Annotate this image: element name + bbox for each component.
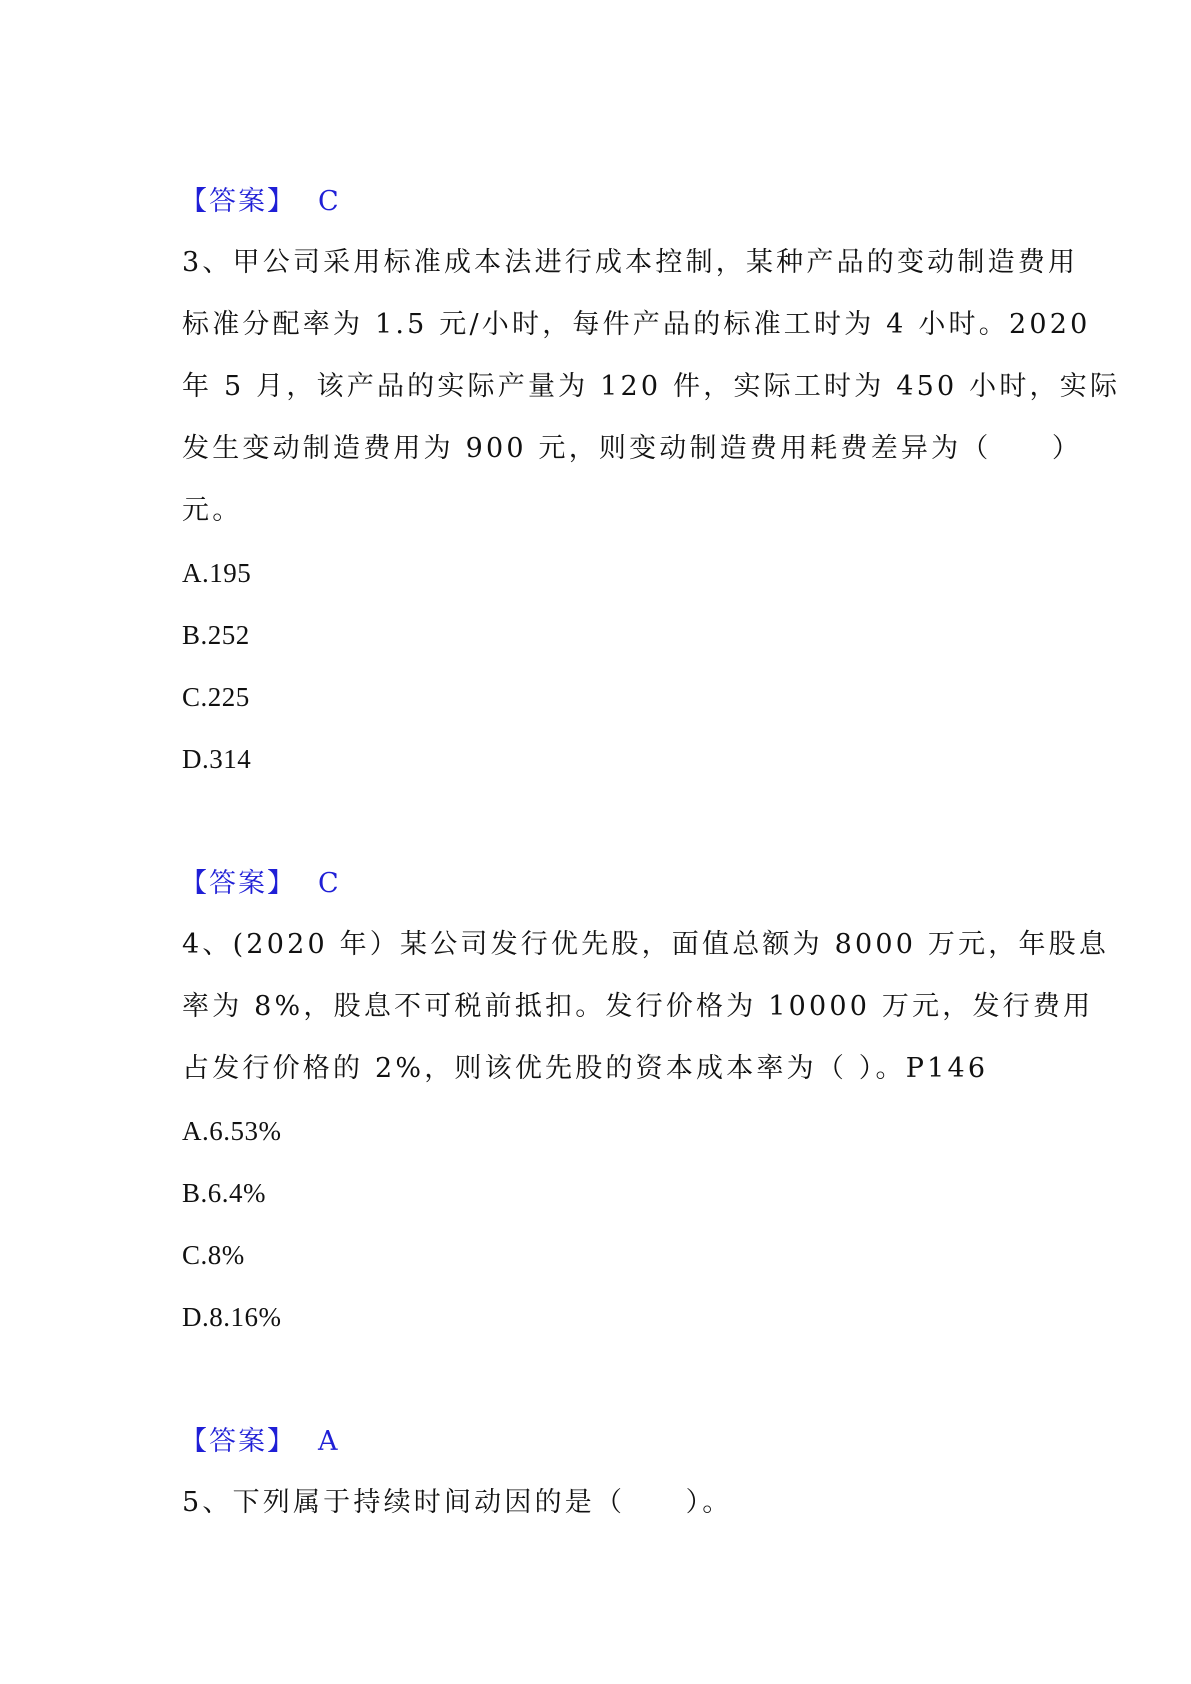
answer-label: 【答案】 (180, 868, 296, 899)
answer-value: C (318, 186, 341, 217)
answer-label: 【答案】 (180, 1426, 296, 1457)
question-3-line-3: 年 5 月，该产品的实际产量为 120 件，实际工时为 450 小时，实际 (182, 371, 1121, 402)
question-4-option-c: C.8% (182, 1240, 245, 1270)
question-3-option-d: D.314 (182, 744, 252, 774)
question-3-option-a: A.195 (182, 558, 252, 588)
question-3-line-4: 发生变动制造费用为 900 元，则变动制造费用耗费差异为（ ） (182, 433, 1083, 464)
answer-block (180, 184, 341, 220)
answer-value: C (318, 868, 341, 899)
question-4-line-2: 率为 8%，股息不可税前抵扣。发行价格为 10000 万元，发行费用 (182, 991, 1094, 1022)
answer-value: A (318, 1426, 340, 1457)
question-3-option-c: C.225 (182, 682, 250, 712)
question-4-option-a: A.6.53% (182, 1116, 282, 1146)
question-4-line-1: 4、(2020 年）某公司发行优先股，面值总额为 8000 万元，年股息 (182, 929, 1110, 960)
question-5-line-1: 5、下列属于持续时间动因的是（ ）。 (182, 1487, 733, 1518)
answer-label: 【答案】 (180, 186, 296, 217)
question-4-option-d: D.8.16% (182, 1302, 282, 1332)
answer-block (180, 1424, 340, 1460)
question-3-option-b: B.252 (182, 620, 250, 650)
question-4-line-3: 占发行价格的 2%，则该优先股的资本成本率为（ ）。P146 (182, 1053, 989, 1084)
question-3-line-5: 元。 (182, 495, 243, 526)
question-3-line-2: 标准分配率为 1.5 元/小时，每件产品的标准工时为 4 小时。2020 (182, 309, 1091, 340)
answer-block (180, 866, 341, 902)
question-3-line-1: 3、甲公司采用标准成本法进行成本控制，某种产品的变动制造费用 (182, 247, 1079, 278)
question-4-option-b: B.6.4% (182, 1178, 266, 1208)
